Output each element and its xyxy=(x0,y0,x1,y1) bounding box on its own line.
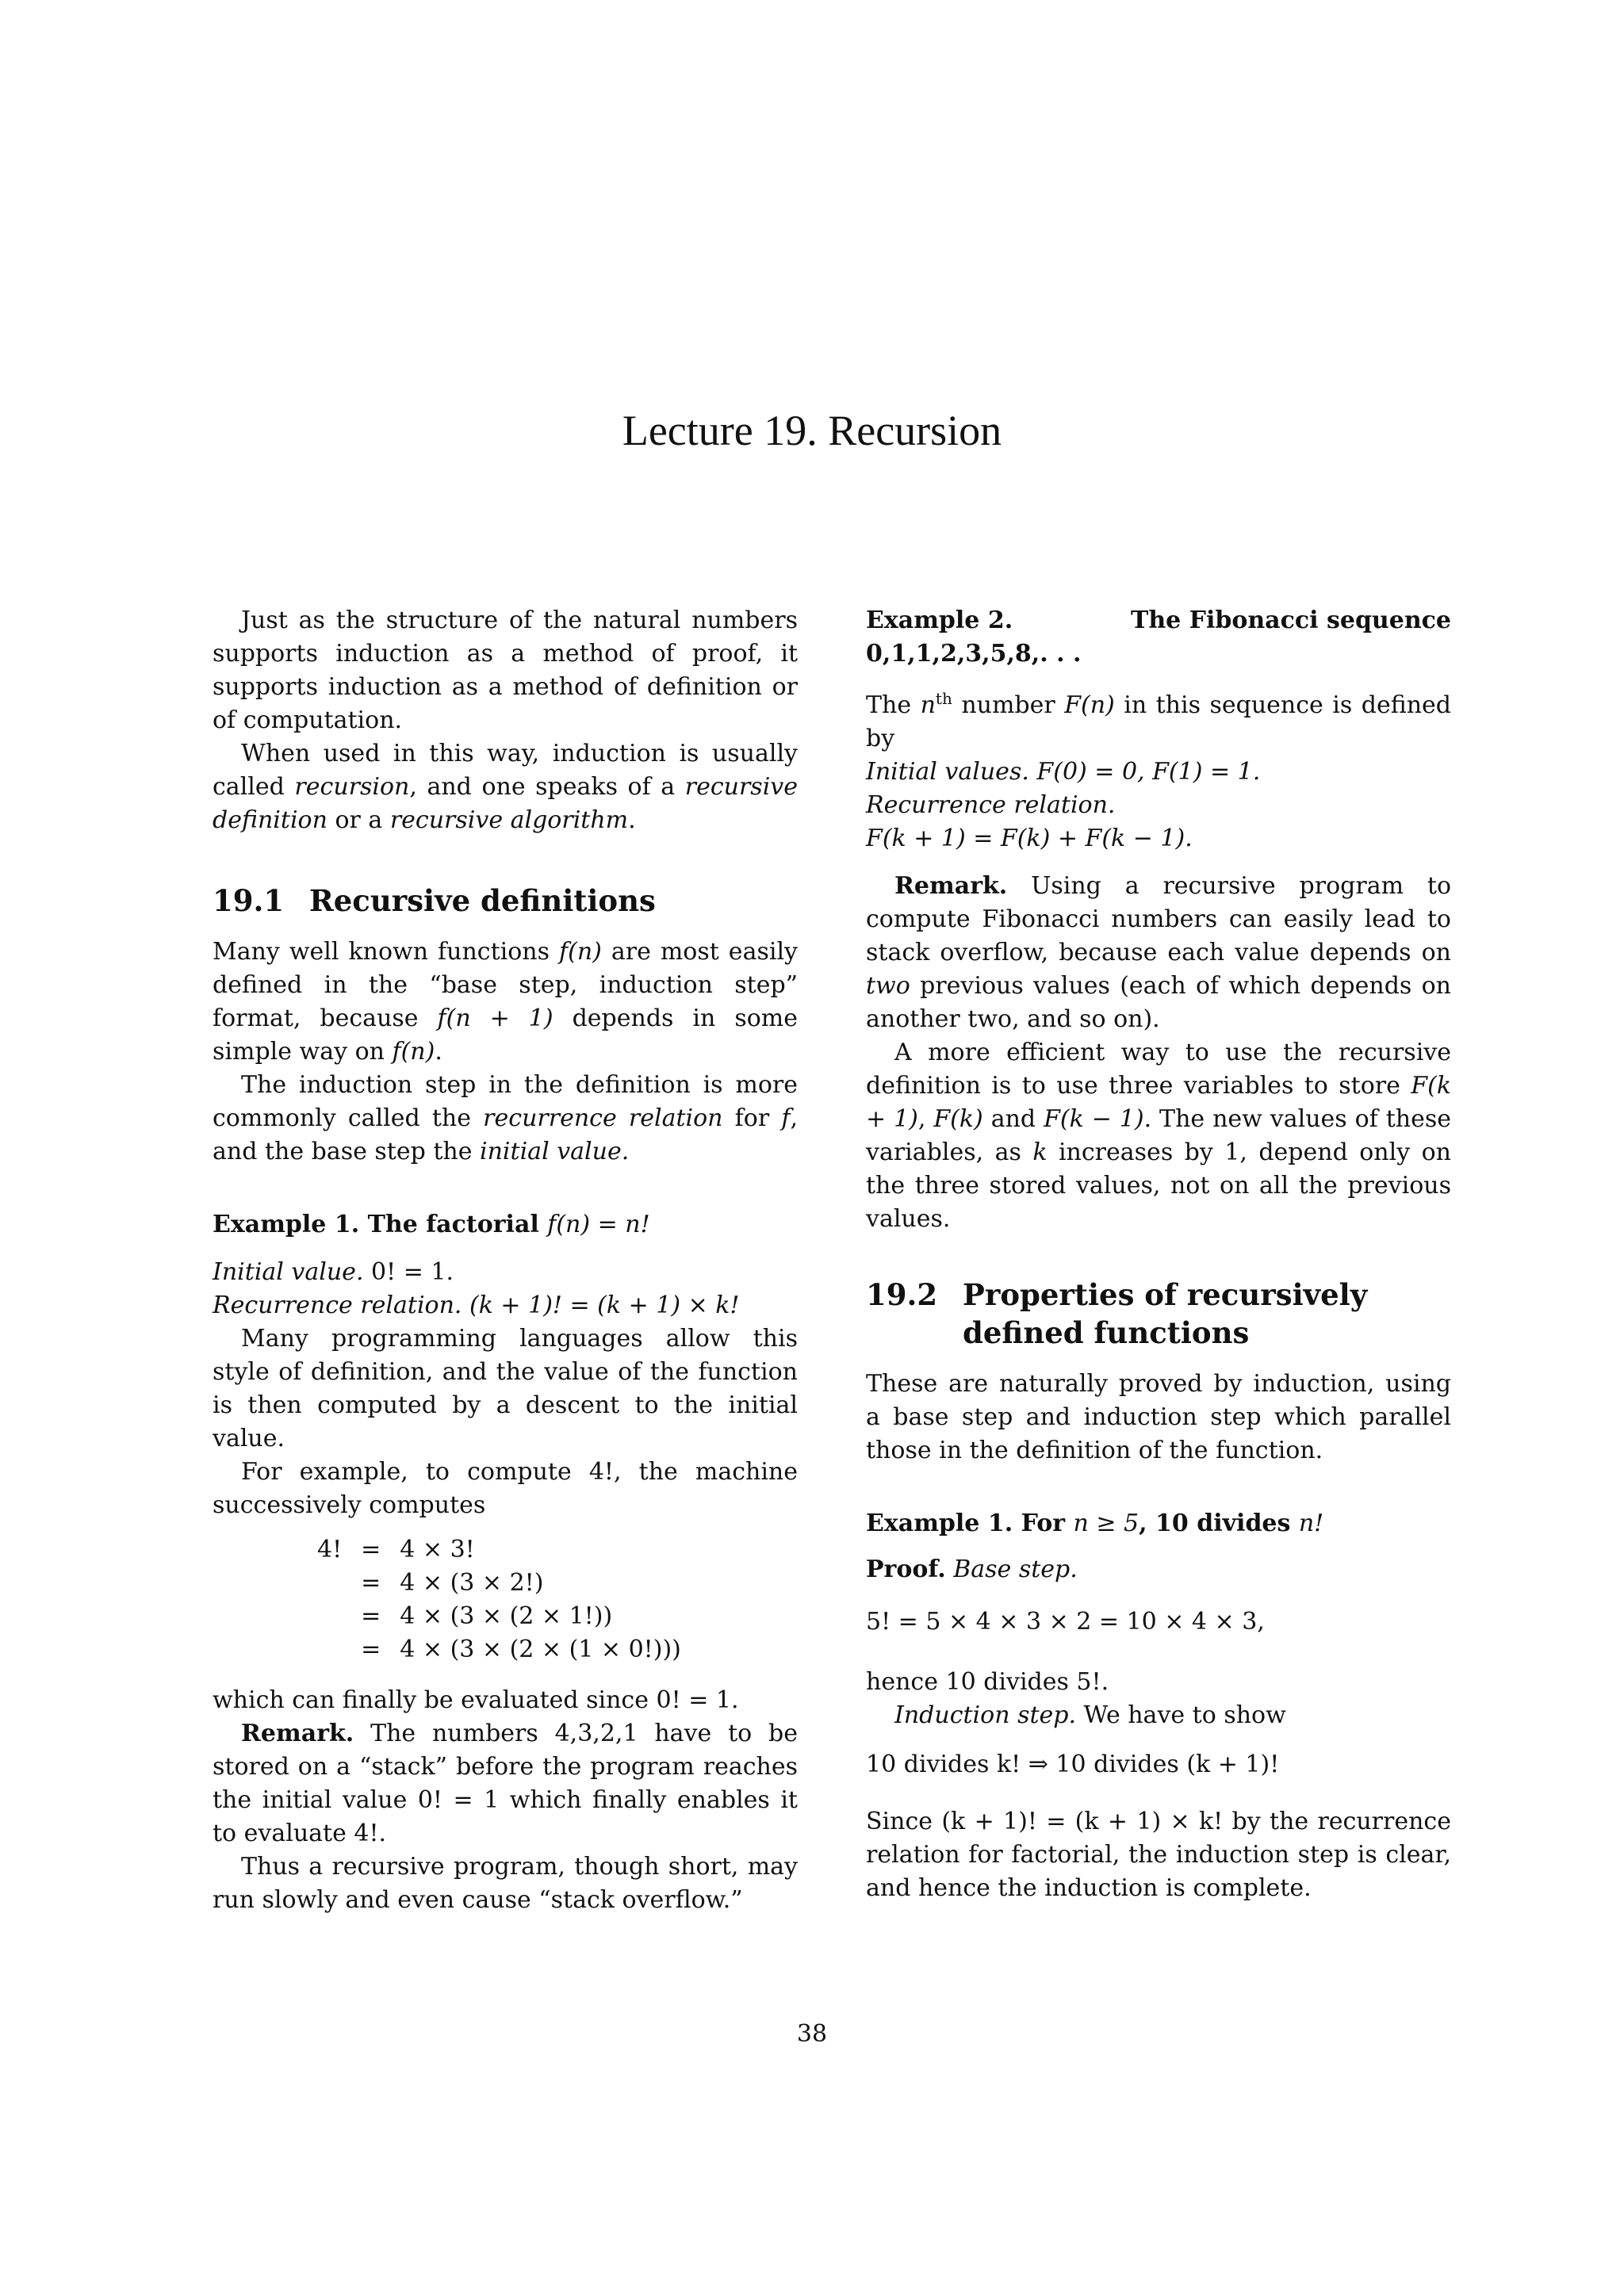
example-1-heading: Example 1. The factorial f(n) = n! xyxy=(213,1211,650,1238)
derivation-rhs: 4 × (3 × 2!) xyxy=(400,1569,544,1597)
intro-paragraph-2: When used in this way, induction is usually called recursion, and one speaks of a recursive definition or a recursive algorithm. xyxy=(213,740,799,834)
derivation-row xyxy=(308,1600,691,1633)
intro-paragraph: Just as the structure of the natural numbers supports induction as a method of proof, it supports induction as a method of definition or of computation. xyxy=(213,607,798,734)
paragraph: Many programming languages allow this style of definition, and the value of the function is then computed by a descent to the initial value. xyxy=(213,1325,798,1452)
paragraph: The $n^{th}$ number F(n) in this sequence is defined by xyxy=(866,689,1451,752)
display-equation: 5! = 5 × 4 × 3 × 2 = 10 × 4 × 3, xyxy=(866,1608,1265,1636)
paragraph: which can finally be evaluated since 0! = 1. xyxy=(213,1686,739,1714)
remark-paragraph: Remark. The numbers 4,3,2,1 have to be stored on a “stack” before the program reaches the initial value 0! = 1 which finally enables it to evaluate 4!. xyxy=(213,1720,798,1847)
derivation-rhs: 4 × 3! xyxy=(400,1536,475,1563)
derivation-row xyxy=(308,1567,691,1600)
derivation-eq: = xyxy=(361,1536,381,1563)
page-number: 38 xyxy=(796,2020,828,2048)
fibonacci-sequence: 0,1,1,2,3,5,8,. . . xyxy=(866,640,1082,668)
section-heading-19-2: 19.2 Properties of recursively defined functions xyxy=(866,1277,1368,1350)
example-1-heading: Example 1. For n ≥ 5, 10 divides n! xyxy=(866,1510,1324,1537)
recurrence-formula: F(k + 1) = F(k) + F(k − 1). xyxy=(866,825,1193,852)
paragraph: A more efficient way to use the recursive definition is to use three variables to store F(k + 1), F(k) and F(k − 1). The new values of these variables, as k increases by 1, depend only on the three stored values, not on all the previous values. xyxy=(866,1039,1452,1233)
derivation-lhs xyxy=(308,1633,351,1667)
derivation-rhs: 4 × (3 × (2 × (1 × 0!))) xyxy=(400,1636,681,1663)
example-2-heading: Example 2. The Fibonacci sequence xyxy=(866,607,1451,634)
derivation-eq: = xyxy=(361,1636,381,1663)
induction-step-line: Induction step. We have to show xyxy=(894,1701,1286,1729)
factorial-derivation xyxy=(308,1533,691,1667)
right-column xyxy=(866,604,1451,1905)
initial-value-line: Initial value. 0! = 1. xyxy=(213,1258,454,1286)
paragraph: The induction step in the definition is more commonly called the recurrence relation for f, and the base step the initial value. xyxy=(213,1071,798,1165)
paragraph: For example, to compute 4!, the machine successively computes xyxy=(213,1458,798,1519)
proof-line: Proof. Base step. xyxy=(866,1556,1078,1583)
recurrence-line: Recurrence relation. (k + 1)! = (k + 1) × k! xyxy=(213,1292,740,1319)
derivation-lhs xyxy=(308,1567,351,1600)
derivation-eq: = xyxy=(361,1602,381,1630)
paragraph: Since (k + 1)! = (k + 1) × k! by the recurrence relation for factorial, the induction step is clear, and hence the induction is complete. xyxy=(866,1808,1451,1902)
paragraph: Thus a recursive program, though short, may run slowly and even cause “stack overflow.” xyxy=(213,1853,798,1914)
derivation-lhs: 4! xyxy=(317,1536,343,1563)
paragraph: hence 10 divides 5!. xyxy=(866,1668,1109,1696)
derivation-lhs xyxy=(308,1600,351,1633)
display-implication: 10 divides k! ⇒ 10 divides (k + 1)! xyxy=(866,1751,1280,1778)
paragraph: These are naturally proved by induction, using a base step and induction step which parallel those in the definition of the function. xyxy=(866,1370,1451,1464)
lecture-title: Lecture 19. Recursion xyxy=(622,407,1002,454)
derivation-row xyxy=(308,1533,691,1567)
paragraph: Many well known functions f(n) are most easily defined in the “base step, induction step” format, because f(n + 1) depends in some simple way on f(n). xyxy=(213,938,798,1066)
initial-values-line: Initial values. F(0) = 0, F(1) = 1. xyxy=(866,758,1261,786)
derivation-row xyxy=(308,1633,691,1667)
remark-paragraph: Remark. Using a recursive program to compute Fibonacci numbers can easily lead to stack overflow, because each value depends on two previous values (each of which depends on another two, and so on). xyxy=(866,872,1451,1033)
recurrence-label: Recurrence relation. xyxy=(866,791,1116,819)
derivation-rhs: 4 × (3 × (2 × 1!)) xyxy=(400,1602,613,1630)
section-heading-19-1: 19.1 Recursive definitions xyxy=(213,883,656,918)
derivation-eq: = xyxy=(361,1569,381,1597)
left-column xyxy=(213,604,798,1917)
